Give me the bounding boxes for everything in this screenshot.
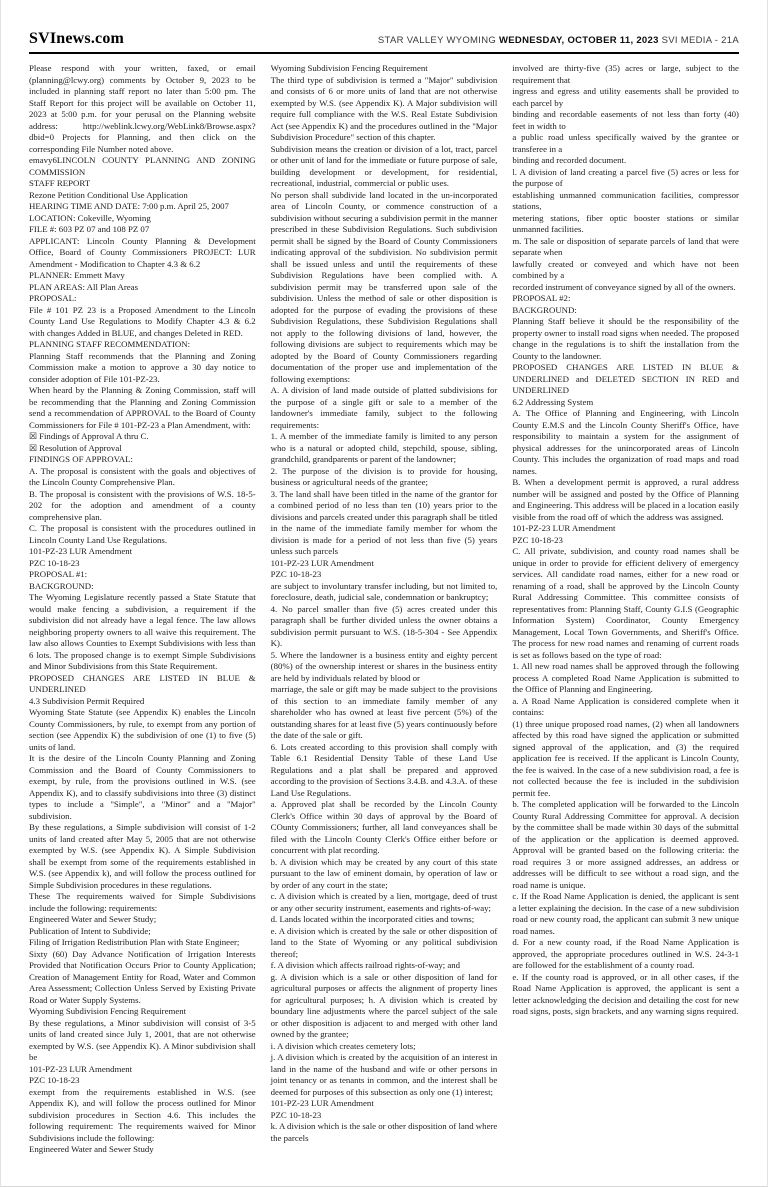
article-paragraph: These The requirements waived for Simple Subdivisions include the following: requirements:	[29, 891, 256, 913]
article-paragraph: FILE #: 603 PZ 07 and 108 PZ 07	[29, 224, 150, 234]
article-paragraph: Wyoming Subdivision Fencing Requirement	[29, 1006, 187, 1016]
article-paragraph: 6. Lots created according to this provision shall comply with Table 6.1 Residential Density Table of these Land Use Regulations and a plat shall be prepared and approved according to the provision of Sections 3.4.B. and 4.3.A. of these Land Use Regulations.	[270, 741, 498, 798]
article-paragraph: a. A Road Name Application is considered complete when it contains:	[512, 695, 739, 717]
article-paragraph: establishing unmanned communication facilities, compressor stations,	[512, 189, 739, 211]
article-paragraph: PZC 10-18-23	[29, 557, 80, 568]
article-paragraph: b. A division which may be created by any court of this state pursuant to the law of eminent domain, by operation of law or by order of any court in the state;	[270, 856, 498, 890]
article-paragraph: 5. Where the landowner is a business entity and eighty percent (80%) of the ownership interest or shares in the business entity are held by individuals related by blood or	[270, 649, 498, 683]
article-paragraph: ☒ Resolution of Approval	[29, 442, 122, 453]
article-paragraph: STAFF REPORT	[29, 178, 91, 188]
article-body	[29, 63, 739, 1163]
article-paragraph: PROPOSAL #2:	[512, 293, 571, 303]
article-paragraph: metering stations, fiber optic booster stations or similar unmanned facilities.	[512, 212, 739, 234]
article-paragraph: PLANNING STAFF RECOMMENDATION:	[29, 339, 191, 349]
article-paragraph: d. Lands located within the incorporated cities and towns;	[270, 914, 475, 924]
article-paragraph: 101-PZ-23 LUR Amendment	[512, 523, 616, 533]
article-paragraph: recorded instrument of conveyance signed by all of the owners.	[512, 281, 736, 292]
article-paragraph: C. The proposal is consistent with the procedures outlined in Lincoln County Land Use Regulations.	[29, 523, 256, 545]
masthead-rule	[29, 52, 739, 54]
article-paragraph: No person shall subdivide land located in the un-incorporated area of Lincoln County, or commence construction of a subdivision without securing a subdivision permit in the manner prescribed in these Subdivision Regulations. Such subdivision permit shall be signed by the Board of County Commissioners indicating approval of the subdivision. No subdivision permit shall be issued unless and until the requirements of these Subdivision Regulations have been complied with. A subdivision permit may be transferred upon sale of the subdivision. Unless the method of sale or other disposition is adopted for the purpose of evading the provisions of these Subdivision Regulations, these Subdivision Regulations shall not apply to the following divisions of land, however, the following divisions are subject to requirements which may be adopted by the Board of County Commissioners regarding documentation of the proper use and implementation of the following exemptions:	[270, 189, 498, 384]
article-paragraph: 4.3 Subdivision Permit Required	[29, 695, 145, 706]
article-paragraph: marriage, the sale or gift may be made subject to the provisions of this section to an immediate family member of any shareholder who has owned at least five percent (5%) of the outstanding shares for at least five (5) years continuously before the date of the sale or gift.	[270, 684, 498, 740]
article-paragraph: PROPOSED CHANGES ARE LISTED IN BLUE & UNDERLINED	[29, 672, 256, 694]
article-paragraph: involved are thirty-five (35) acres or large, subject to the requirement that	[512, 63, 739, 85]
article-paragraph: PZC 10-18-23	[270, 569, 322, 579]
article-paragraph: APPLICANT: Lincoln County Planning & Development Office, Board of County Commissioners PROJECT: LUR Amendment - Modification to Chapter 4.3 & 6.2	[29, 235, 256, 269]
masthead-edition: SVI MEDIA - 21A	[661, 35, 739, 46]
article-paragraph: e. A division which is created by the sale or other disposition of land to the State of Wyoming or any political subdivision thereof;	[270, 925, 498, 959]
article-paragraph: Subdivision means the creation or division of a lot, tract, parcel or other unit of land for the immediate or future purpose of sale, building development or development, for residential, recreational, industrial, commercial or public uses.	[270, 143, 498, 188]
article-paragraph: 4. No parcel smaller than five (5) acres created under this paragraph shall be further divided unless the owner obtains a subdivision permit pursuant to W.S. (18-5-304 - See Appendix K).	[270, 603, 498, 648]
article-paragraph: PROPOSAL:	[29, 293, 77, 303]
article-paragraph: PZC 10-18-23	[270, 1109, 322, 1120]
article-paragraph: m. The sale or disposition of separate parcels of land that were separate when	[512, 235, 739, 257]
article-paragraph: When heard by the Planning & Zoning Commission, staff will be recommending that the Planning and Zoning Commission send a recommendation of APPROVAL to the Board of County Commissioners for File # 101-PZ-23 a Plan Amendment, with:	[29, 385, 256, 430]
article-paragraph: are subject to involuntary transfer including, but not limited to, foreclosure, death, judicial sale, condemnation or bankruptcy;	[270, 580, 498, 602]
article-paragraph: Publication of Intent to Subdivide;	[29, 925, 151, 936]
article-paragraph: Planning Staff believe it should be the responsibility of the property owner to install road signs when needed. The proposed change in the regulations is to shift the installation from the County to the landowner.	[512, 316, 739, 361]
article-paragraph: g. A division which is a sale or other disposition of land for agricultural purposes or affects the alignment of property lines for agricultural purposes; h. A division which is created by boundary line adjustments where the parcel subject of the sale or other disposition is adjacent to and merged with other land owned by the grantee;	[270, 971, 498, 1039]
article-paragraph: PZC 10-18-23	[29, 1075, 80, 1085]
article-paragraph: 1. A member of the immediate family is limited to any person who is a natural or adopted child, stepchild, spouse, sibling, grandchild, grandparents or parent of the landowner;	[270, 431, 498, 464]
article-paragraph: i. A division which creates cemetery lots;	[270, 1040, 416, 1051]
article-paragraph: By these regulations, a Simple subdivision will consist of 1-2 units of land created after May 5, 2005 that are not otherwise exempted by W.S. (see Appendix K). A Simple Subdivision shall be exempt from some of the requirements established in W.S. (see Appendix k), and will follow the process outlined for Simple Subdivision procedures in these regulations.	[29, 822, 256, 890]
article-paragraph: (1) three unique proposed road names, (2) when all landowners affected by this road have signed the application or submitted signed approval of the application, and (3) the required application fee is received. If the applicant is Lincoln County, the fee is waived. In the case of a new subdivision road, a fee is not collected because the fee is included in the subdivision permit fee.	[512, 718, 739, 798]
article-paragraph: BACKGROUND:	[512, 304, 577, 315]
article-paragraph: c. If the Road Name Application is denied, the applicant is sent a letter explaining the decision. In the case of a new subdivision road or new county road, the applicant can submit 3 new unique road names.	[512, 891, 739, 936]
article-paragraph: Wyoming State Statute (see Appendix K) enables the Lincoln County Commissioners, by rule, to exempt from any portion of section (see Appendix K) the subdivision of one (1) to five (5) units of land.	[29, 707, 256, 752]
article-paragraph: 101-PZ-23 LUR Amendment	[270, 557, 374, 568]
article-paragraph: PROPOSED CHANGES ARE LISTED IN BLUE & UNDERLINED and DELETED SECTION IN RED and UNDERLINED	[512, 362, 739, 395]
masthead-date: WEDNESDAY, OCTOBER 11, 2023	[499, 35, 659, 46]
article-paragraph: It is the desire of the Lincoln County Planning and Zoning Commission and the Board of County Commissioners to exempt, by rule, from the provisions outlined in W.S. (see Appendix K), and to classify subdivisions into three (3) distinct types to include a "Simple", a "Minor" and a "Major" subdivision.	[29, 753, 256, 821]
article-paragraph: 101-PZ-23 LUR Amendment	[29, 546, 133, 556]
article-paragraph: C. All private, subdivision, and county road names shall be unique in order to provide for efficient delivery of emergency services. All candidate road names, either for a new road or renaming of a road, shall be approved by the Lincoln County Rural Addressing Committee. This committee consists of representatives from: Planning Staff, County G.I.S (Geographic Information System) Coordinator, County Emergency Management, Local Town Governments, and Sheriff's Office. The process for new road names and renaming of current roads is set as follows based on the type of road:	[512, 546, 739, 660]
article-paragraph: j. A division which is created by the acquisition of an interest in land in the name of the husband and wife or other persons in joint tenancy or as tenants in common, and the interest shall be deemed for purposes of this subsection as only one (1) interest;	[270, 1052, 498, 1097]
article-paragraph: The Wyoming Legislature recently passed a State Statute that would make fencing a subdivision, a requirement if the subdivision did not already have a legal fence. The law allows neighboring property owners to all waive this requirement. The law also allows Counties to Exempt Subdivisions with less than 6 lots. The proposed change is to exempt Simple Subdivisions and Minor Subdivisions from this State Requirement.	[29, 592, 256, 671]
article-paragraph: By these regulations, a Minor subdivision will consist of 3-5 units of land created since July 1, 2001, that are not otherwise exempted by W.S. (see Appendix K). A Minor subdivision shall be	[29, 1017, 256, 1062]
article-paragraph: PLANNER: Emmett Mavy	[29, 270, 125, 280]
article-paragraph: Engineered Water and Sewer Study;	[29, 914, 157, 924]
article-paragraph: binding and recorded document.	[512, 155, 627, 165]
article-paragraph: B. When a development permit is approved, a rural address number will be assigned and posted by the Office of Planning and Engineering. This address will be placed in a location easily visible from the road off of which the address was assigned.	[512, 477, 739, 522]
article-paragraph: 3. The land shall have been titled in the name of the grantor for a combined period of no less than ten (10) years prior to the divisions and parcels created under this paragraph shall be titled in the name of the immediate family member for whom the division is made for a period of not less than five (5) years unless such parcels	[270, 488, 498, 556]
article-paragraph: PROPOSAL #1:	[29, 569, 88, 579]
article-paragraph: Filing of Irrigation Redistribution Plan with State Engineer;	[29, 937, 240, 947]
article-paragraph: exempt from the requirements established in W.S. (see Appendix K), and will follow the process outlined for Minor subdivision procedures in Section 4.6. This includes the following requirement: The requirements waived for Minor Subdivisions include the following:	[29, 1086, 256, 1143]
article-paragraph: k. A division which is the sale or other disposition of land where the parcels	[270, 1121, 498, 1143]
article-paragraph: 2. The purpose of the division is to provide for housing, business or agricultural needs of the grantee;	[270, 465, 498, 487]
article-paragraph: B. The proposal is consistent with the provisions of W.S. 18-5-202 for the adoption and amendment of a county comprehensive plan.	[29, 488, 256, 522]
article-paragraph: A. The Office of Planning and Engineering, with Lincoln County E.M.S and the Lincoln County Sheriff's Office, have responsibility to maintain a system for the assignment of physical addresses for the unincorporated areas of Lincoln County. This includes the organization of road maps and road names.	[512, 408, 739, 476]
article-paragraph: HEARING TIME AND DATE: 7:00 p.m. April 25, 2007	[29, 201, 229, 211]
article-paragraph: l. A division of land creating a parcel five (5) acres or less for the purpose of	[512, 166, 739, 188]
article-paragraph: b. The completed application will be forwarded to the Lincoln County Rural Addressing Committee for approval. A decision by the committee shall be made within 30 days of the submittal of the application or the application is deemed approved. Approval will be granted based on the following criteria: the road requires 3 or more assigned addresses, an address or addresses will be difficult to see without a road sign, and the road name is unique.	[512, 799, 739, 890]
article-paragraph: PZC 10-18-23	[512, 534, 563, 545]
article-paragraph: FINDINGS OF APPROVAL:	[29, 454, 133, 464]
article-paragraph: Engineered Water and Sewer Study	[29, 1144, 154, 1154]
masthead	[29, 30, 739, 48]
masthead-site-title: SVInews.com	[29, 30, 125, 47]
article-paragraph: PLAN AREAS: All Plan Areas	[29, 281, 138, 292]
article-paragraph: Planning Staff recommends that the Planning and Zoning Commission make a motion to approve a 30 day notice to consider adoption of File 101-PZ-23.	[29, 350, 256, 384]
article-paragraph: Sixty (60) Day Advance Notification of Irrigation Interests Provided that Notification Occurs Prior to County Application; Creation of Management Entity for Road, Water and Common Area Assessment; Collection Unless Served by Existing Private Road or Water Supply Systems.	[29, 948, 256, 1005]
article-paragraph: a public road unless specifically waived by the grantee or transferee in a	[512, 132, 739, 154]
article-paragraph: The third type of subdivision is termed a "Major" subdivision and consists of 6 or more units of land that are not otherwise exempted by W.S. (see Appendix K). A Major subdivision will require full compliance with the W.S. Real Estate Subdivision Act (see Appendix K) and the procedures outlined in the "Major Subdivision Procedure" section of this chapter.	[270, 74, 498, 142]
article-paragraph: Wyoming Subdivision Fencing Requirement	[270, 63, 428, 73]
article-paragraph: e. If the county road is approved, or in all other cases, if the Road Name Application is approved, the applicant is sent a letter acknowledging the decision and detailing the cost for new road signs, posts, sign brackets, and any warning signs required.	[512, 971, 739, 1016]
article-paragraph: f. A division which affects railroad rights-of-way; and	[270, 960, 461, 970]
article-paragraph: File # 101 PZ 23 is a Proposed Amendment to the Lincoln County Land Use Regulations to Modify Chapter 4.3 & 6.2 with changes Added in BLUE, and changes Deleted in RED.	[29, 304, 256, 338]
article-paragraph: 1. All new road names shall be approved through the following process A completed Road Name Application is submitted to the Office of Planning and Engineering.	[512, 661, 739, 694]
article-paragraph: BACKGROUND:	[29, 580, 94, 591]
article-paragraph: ☒ Findings of Approval A thru C.	[29, 431, 149, 441]
article-paragraph: binding and recordable easements of not less than forty (40) feet in width to	[512, 109, 739, 131]
article-paragraph: Please respond with your written, faxed, or email (planning@lcwy.org) comments by October 9, 2023 to be included in planning staff report no later than 5:00 pm. The Staff Report for this project will be available on October 11, 2023 at 5:00 p.m. for your perusal on the Planning website address: http://weblink.lcwy.org/WebLink8/Browse.aspx?dbid=0 Projects for Planning, and then click on the corresponding File Number noted above.	[29, 63, 256, 154]
masthead-dateline	[378, 35, 739, 46]
article-paragraph: d. For a new county road, if the Road Name Application is approved, the appropriate procedures outlined in W.S. 24-3-1 are followed for the establishment of a county road.	[512, 937, 739, 970]
article-paragraph: c. A division which is created by a lien, mortgage, deed of trust or any other security instrument, easements and rights-of-way;	[270, 891, 498, 913]
article-paragraph: A. A division of land made outside of platted subdivisions for the purpose of a single gift or sale to a member of the landowner's immediate family, subject to the following requirements:	[270, 385, 498, 430]
article-paragraph: emavy6LINCOLN COUNTY PLANNING AND ZONING COMMISSION	[29, 155, 256, 177]
article-paragraph: 101-PZ-23 LUR Amendment	[29, 1063, 133, 1074]
article-paragraph: 101-PZ-23 LUR Amendment	[270, 1098, 374, 1108]
article-paragraph: 6.2 Addressing System	[512, 396, 594, 407]
article-paragraph: lawfully created or conveyed and which have not been combined by a	[512, 258, 739, 280]
article-paragraph: a. Approved plat shall be recorded by the Lincoln County Clerk's Office within 30 days of approval by the Board of COunty Commissioners; further, all land conveyances shall be filed with the Lincoln County Clerk's Office either before or concurrent with plat recording.	[270, 799, 498, 855]
masthead-location: STAR VALLEY WYOMING	[377, 35, 497, 46]
article-paragraph: LOCATION: Cokeville, Wyoming	[29, 212, 151, 223]
article-paragraph: A. The proposal is consistent with the goals and objectives of the Lincoln County Comprehensive Plan.	[29, 465, 256, 487]
article-paragraph: Rezone Petition Conditional Use Application	[29, 189, 188, 200]
article-paragraph: ingress and egress and utility easements shall be provided to each parcel by	[512, 86, 739, 108]
